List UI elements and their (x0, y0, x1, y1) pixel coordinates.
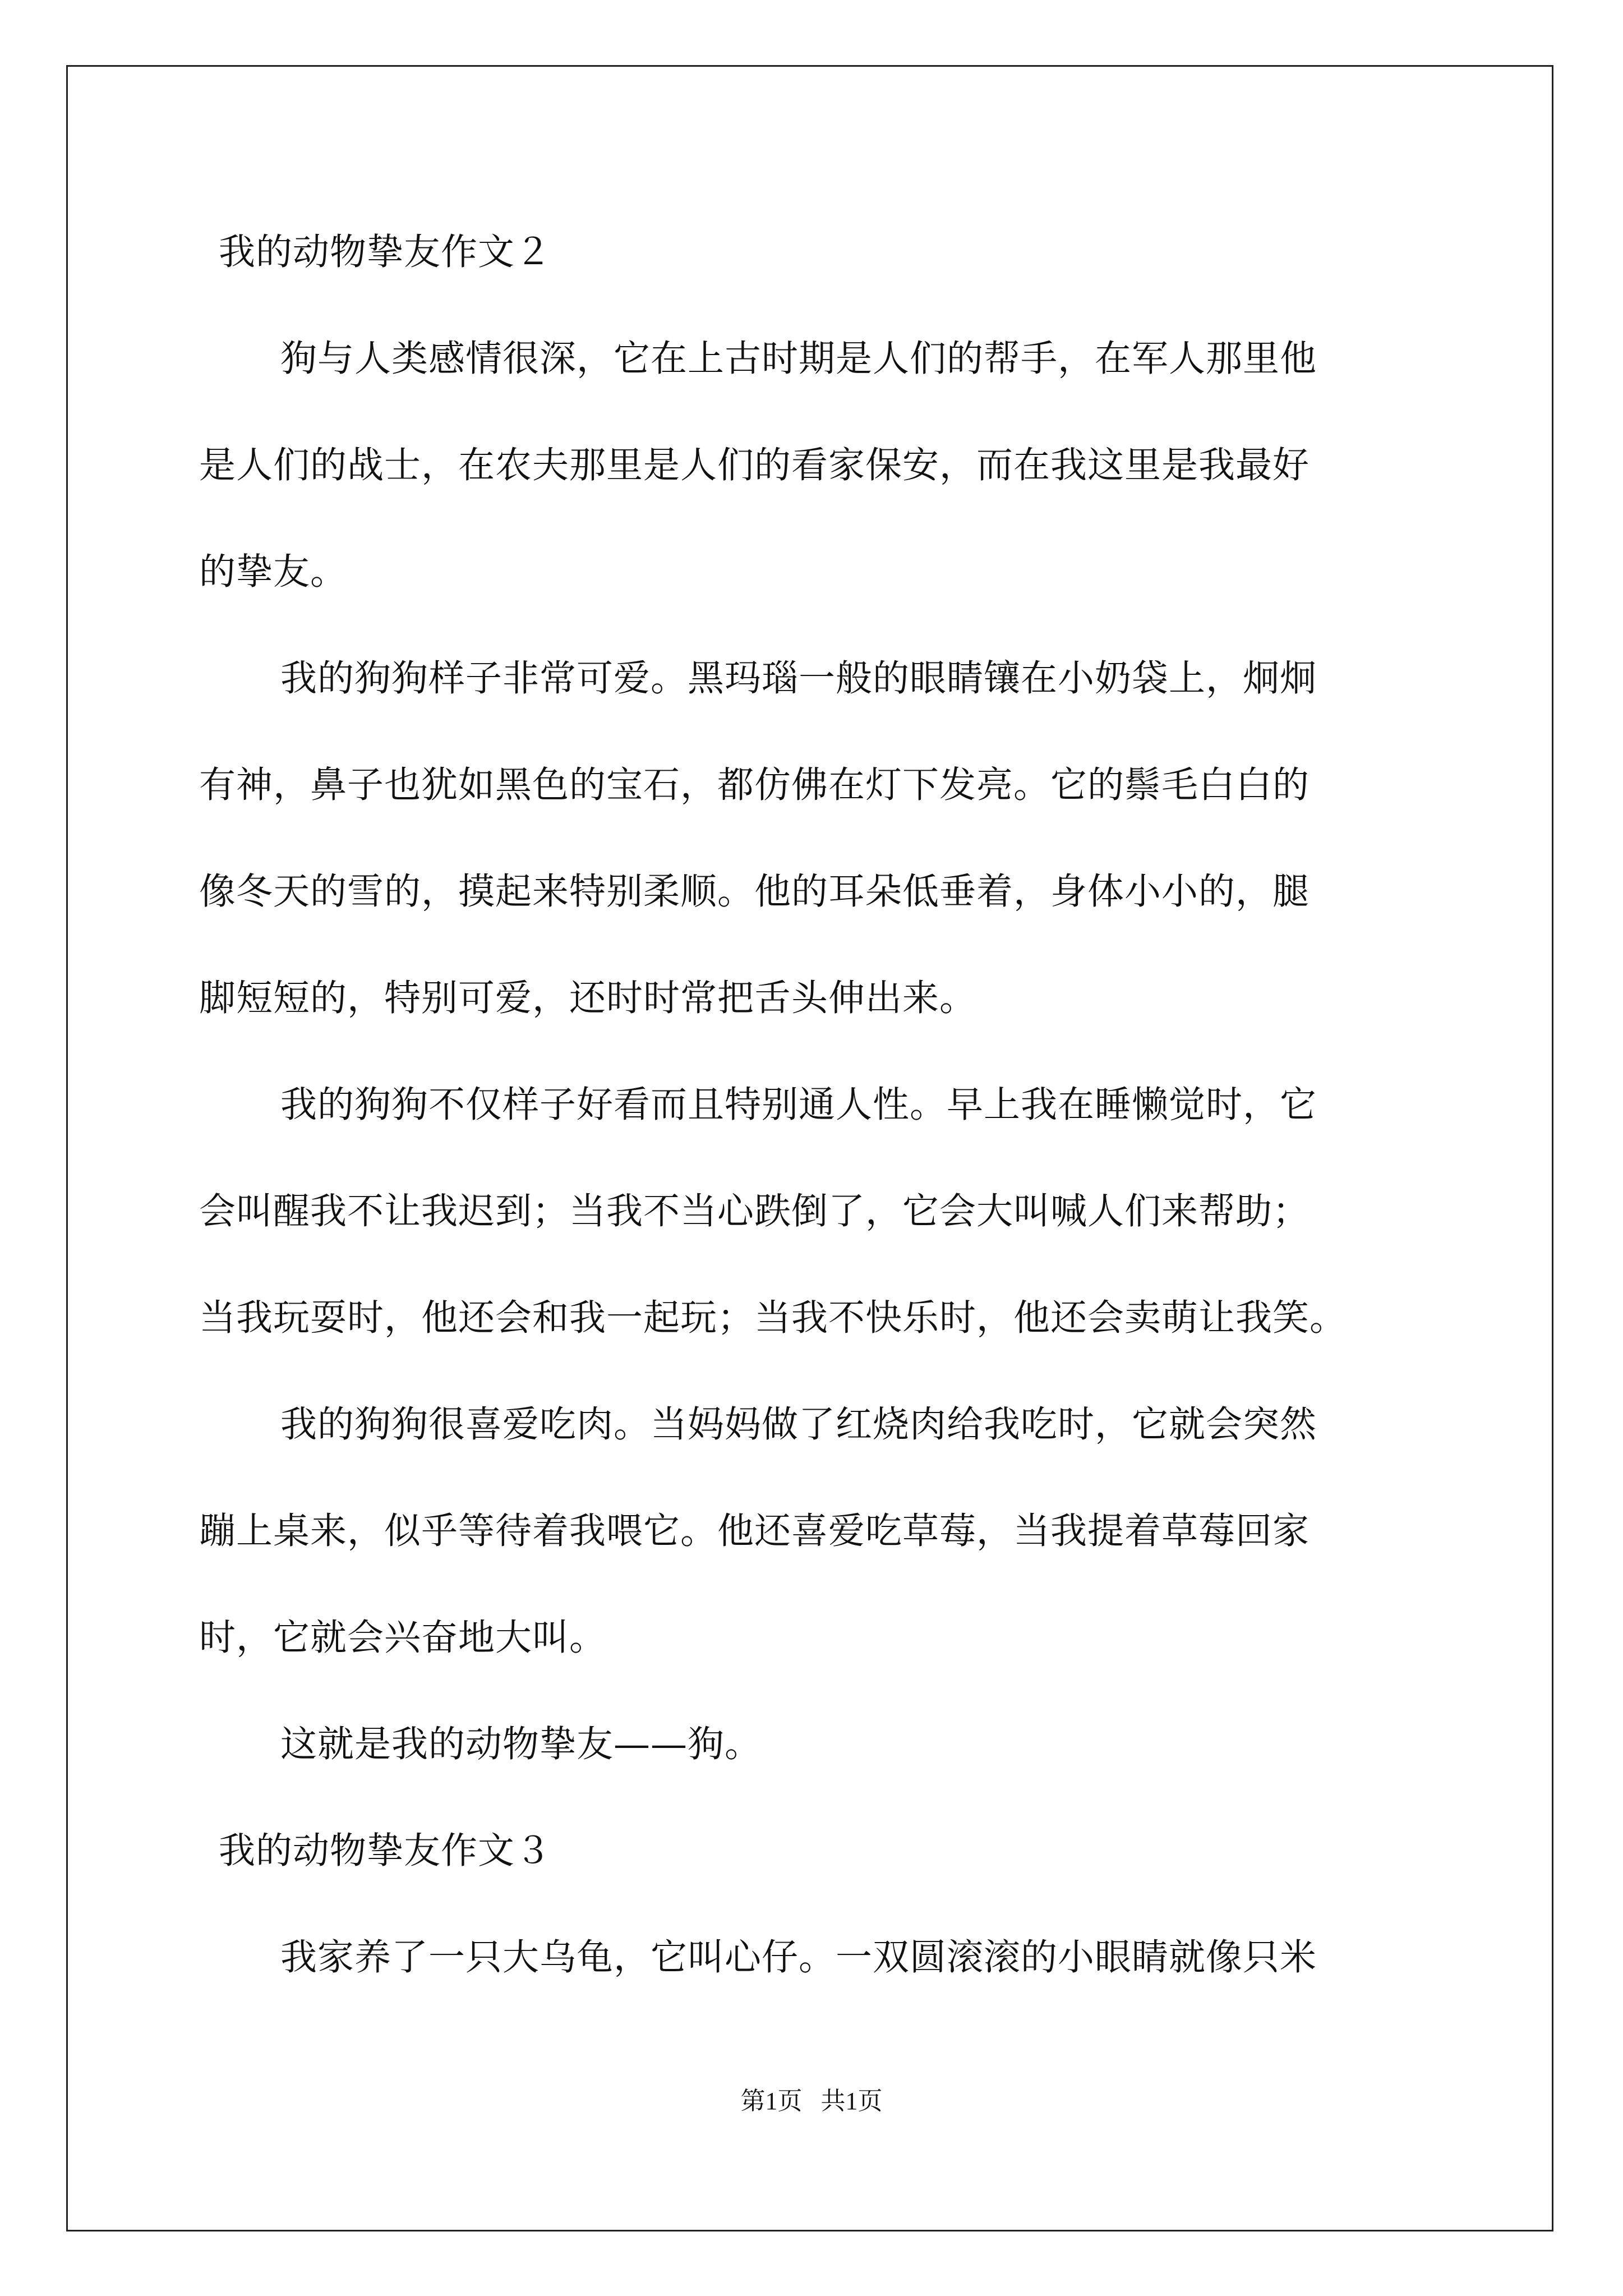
paragraph-line: 有神，鼻子也犹如黑色的宝石，都仿佛在灯下发亮。它的鬃毛白白的 (199, 764, 1310, 806)
paragraph-line: 蹦上桌来，似乎等待着我喂它。他还喜爱吃草莓，当我提着草莓回家 (199, 1510, 1310, 1552)
paragraph-line: 我的狗狗样子非常可爱。黑玛瑙一般的眼睛镶在小奶袋上，炯炯 (280, 657, 1317, 700)
page-border (66, 65, 1553, 2231)
paragraph-line: 我的狗狗很喜爱吃肉。当妈妈做了红烧肉给我吃时，它就会突然 (280, 1404, 1317, 1446)
paragraph-line: 是人们的战士，在农夫那里是人们的看家保安，而在我这里是我最好 (199, 444, 1310, 486)
paragraph-line: 像冬天的雪的，摸起来特别柔顺。他的耳朵低垂着，身体小小的，腿 (199, 871, 1310, 913)
paragraph-line: 我家养了一只大乌龟，它叫心仔。一双圆滚滚的小眼睛就像只米 (280, 1936, 1317, 1978)
paragraph-line: 狗与人类感情很深，它在上古时期是人们的帮手，在军人那里他 (280, 338, 1317, 380)
essay-heading-3: 我的动物挚友作文３ (219, 1830, 552, 1872)
paragraph-line: 这就是我的动物挚友——狗。 (280, 1723, 762, 1765)
page-footer: 第1页 共1页 (740, 2087, 883, 2115)
paragraph-line: 脚短短的，特别可爱，还时时常把舌头伸出来。 (199, 977, 977, 1019)
essay-heading-2: 我的动物挚友作文２ (219, 231, 552, 273)
paragraph-line: 我的狗狗不仅样子好看而且特别通人性。早上我在睡懒觉时，它 (280, 1084, 1317, 1126)
paragraph-line: 的挚友。 (199, 551, 348, 593)
paragraph-line: 会叫醒我不让我迟到；当我不当心跌倒了，它会大叫喊人们来帮助； (199, 1190, 1310, 1232)
paragraph-line: 当我玩耍时，他还会和我一起玩；当我不快乐时，他还会卖萌让我笑。 (199, 1297, 1347, 1339)
paragraph-line: 时，它就会兴奋地大叫。 (199, 1617, 607, 1659)
